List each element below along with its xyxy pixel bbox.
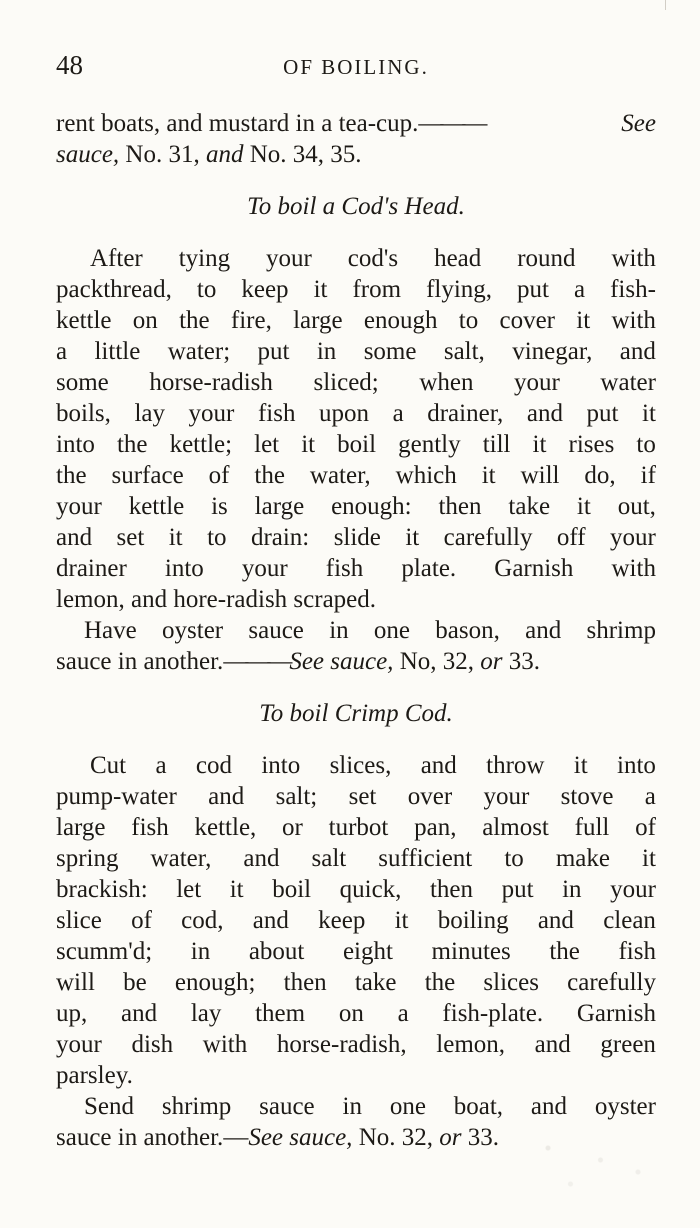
word: your (610, 524, 656, 551)
word: slide (333, 524, 381, 551)
word: kettle (128, 493, 185, 520)
paragraph-line (56, 905, 656, 936)
word: boiling (437, 907, 509, 934)
word: fish-plate. (442, 1000, 544, 1027)
word: put (586, 400, 619, 427)
word: slices (483, 969, 539, 996)
paragraph-line (56, 967, 656, 998)
word: it (576, 307, 591, 334)
word: and (526, 400, 563, 427)
word: drainer, (427, 400, 504, 427)
page-number: 48 (56, 50, 83, 80)
word: oyster (594, 1093, 656, 1120)
word: the (254, 462, 285, 489)
word: gently (398, 431, 461, 458)
word: on (338, 1000, 364, 1027)
paragraph-line (56, 750, 656, 781)
word: tying (178, 245, 231, 272)
word: large (254, 493, 305, 520)
cross-reference: See (621, 110, 656, 137)
word: with (611, 307, 656, 334)
word: it (576, 493, 591, 520)
word: about (248, 938, 305, 965)
word: up, (56, 1000, 88, 1027)
word: oyster (162, 617, 224, 644)
word: to (458, 307, 479, 334)
word: to (196, 276, 217, 303)
word: sauce (259, 1093, 315, 1120)
word: large (293, 307, 343, 334)
word: boil (337, 431, 377, 458)
word: cover (499, 307, 555, 334)
word: eight (342, 938, 393, 965)
word: the (424, 969, 456, 996)
word: be (123, 969, 147, 996)
word: your (56, 493, 102, 520)
word: the (179, 307, 210, 334)
word: into (56, 431, 95, 458)
word: and (56, 524, 93, 551)
word: and (530, 1093, 568, 1120)
word: fish (618, 938, 656, 965)
paragraph-line (56, 398, 656, 429)
paragraph-line (56, 615, 656, 646)
continuation-text: rent boats, and mustard in a tea-cup.——— (56, 110, 485, 137)
word: little (94, 338, 141, 365)
word: drain: (250, 524, 310, 551)
word: on (132, 307, 158, 334)
word: water (600, 369, 656, 396)
paragraph-line (56, 460, 656, 491)
word: round (517, 245, 576, 272)
word: rises (568, 431, 615, 458)
paragraph-line (56, 1029, 656, 1060)
word: the (549, 938, 580, 965)
paragraph-line (56, 781, 656, 812)
word: your (241, 555, 288, 582)
word: put (501, 876, 534, 903)
running-head (56, 50, 656, 84)
sauce-reference-line: sauce in another.—See sauce, No. 32, or 33. (56, 1124, 499, 1151)
word: and (534, 1031, 571, 1058)
word: and (537, 907, 574, 934)
word: it (642, 400, 656, 427)
paper-foxing (518, 1124, 668, 1204)
word: it (642, 845, 656, 872)
word: sufficient (378, 845, 473, 872)
paragraph-line (56, 243, 656, 274)
word: lay (134, 400, 165, 427)
paragraph-line (56, 429, 656, 460)
word: Have (84, 617, 137, 644)
word: drainer (56, 555, 127, 582)
word: shrimp (161, 1093, 232, 1120)
word: and (208, 783, 245, 810)
word: to (207, 524, 227, 551)
word: set (348, 783, 377, 810)
word: it (573, 752, 588, 779)
word: slices, (329, 752, 392, 779)
word: it (394, 907, 409, 934)
word: it (301, 431, 316, 458)
word: which (395, 462, 457, 489)
word: quick, (339, 876, 402, 903)
word: with (202, 1031, 248, 1058)
word: flying, (426, 276, 493, 303)
word: After (90, 245, 143, 272)
word: kettle, (194, 814, 257, 841)
word: brackish: (56, 876, 148, 903)
word: it (313, 276, 328, 303)
word: of (131, 907, 152, 934)
word: salt; (275, 783, 318, 810)
word: enough (363, 307, 438, 334)
word: some (363, 338, 417, 365)
word: cod, (181, 907, 224, 934)
word: horse-radish, (276, 1031, 407, 1058)
paragraph-line (56, 367, 656, 398)
paragraph-line (56, 553, 656, 584)
word: take (354, 969, 397, 996)
word: large (56, 814, 106, 841)
word: throw (486, 752, 545, 779)
running-title: OF BOILING. (283, 55, 429, 79)
word: upon (319, 400, 369, 427)
word: boat, (453, 1093, 504, 1120)
word: full (574, 814, 610, 841)
word: head (434, 245, 482, 272)
word: water; (167, 338, 231, 365)
word: pan, (414, 814, 457, 841)
word: will (520, 462, 560, 489)
word: and (619, 338, 656, 365)
paragraph-line (56, 491, 656, 522)
word: and (252, 907, 289, 934)
word: Garnish (494, 555, 574, 582)
paragraph-line (56, 998, 656, 1029)
paragraph-line (56, 522, 656, 553)
word: scumm'd; (56, 938, 153, 965)
word: from (352, 276, 402, 303)
paragraph-line (56, 1091, 656, 1122)
section-heading-crimp-cod: To boil Crimp Cod. (259, 700, 453, 727)
word: green (600, 1031, 656, 1058)
word: with (611, 245, 656, 272)
word: one (373, 617, 411, 644)
word: and (120, 1000, 158, 1027)
word: till (482, 431, 511, 458)
word: boils, (56, 400, 111, 427)
word: in (562, 876, 582, 903)
word: in (190, 938, 211, 965)
paragraph-line (56, 274, 656, 305)
word: a (397, 1000, 409, 1027)
word: bason, (435, 617, 500, 644)
word: sliced; (313, 369, 379, 396)
word: when (419, 369, 474, 396)
paragraph-line (56, 843, 656, 874)
word: carefully (567, 969, 656, 996)
word: your (514, 369, 560, 396)
word: horse-radish (149, 369, 273, 396)
word: let (254, 431, 280, 458)
word: let (176, 876, 202, 903)
word: enough: (331, 493, 412, 520)
word: fire, (230, 307, 272, 334)
word: in (316, 338, 337, 365)
paragraph-line (56, 812, 656, 843)
word: boil (272, 876, 312, 903)
word: stove (560, 783, 614, 810)
word: to (636, 431, 656, 458)
word: it (405, 524, 420, 551)
word: is (211, 493, 228, 520)
word: it (168, 524, 183, 551)
word: vinegar, (512, 338, 593, 365)
word: carefully (443, 524, 533, 551)
word: keep (318, 907, 366, 934)
word: your (610, 876, 656, 903)
word: one (389, 1093, 426, 1120)
paragraph-line (56, 874, 656, 905)
word: the (56, 462, 87, 489)
word: in (329, 617, 349, 644)
word: your (266, 245, 312, 272)
word: your (56, 1031, 102, 1058)
word: into (261, 752, 301, 779)
word: put (517, 276, 549, 303)
word: plate. (401, 555, 457, 582)
word: and (420, 752, 457, 779)
paragraph-line: lemon, and hore-radish scraped. (56, 586, 377, 613)
word: a (56, 338, 68, 365)
word: Garnish (576, 1000, 656, 1027)
word: and (525, 617, 562, 644)
word: sauce (248, 617, 304, 644)
word: into (164, 555, 204, 582)
word: spring (56, 845, 119, 872)
word: a (392, 400, 404, 427)
page-body (56, 108, 656, 1153)
word: put (257, 338, 290, 365)
word: into (617, 752, 656, 779)
paragraph-line (56, 305, 656, 336)
word: salt, (443, 338, 485, 365)
word: it (481, 462, 496, 489)
word: off (556, 524, 586, 551)
word: your (188, 400, 235, 427)
word: a (644, 783, 656, 810)
word: surface (111, 462, 184, 489)
word: then (283, 969, 327, 996)
word: lemon, (436, 1031, 506, 1058)
word: lay (190, 1000, 222, 1027)
word: turbot (328, 814, 389, 841)
word: if (640, 462, 656, 489)
word: some (56, 369, 109, 396)
word: do, (584, 462, 616, 489)
word: almost (482, 814, 549, 841)
continuation-line-1 (56, 108, 656, 139)
word: kettle; (169, 431, 233, 458)
word: out, (617, 493, 656, 520)
paragraph-line: parsley. (56, 1062, 133, 1089)
word: a (574, 276, 586, 303)
word: or (282, 814, 303, 841)
word: fish (257, 400, 296, 427)
word: cod's (347, 245, 399, 272)
word: to (504, 845, 524, 872)
word: cod (195, 752, 232, 779)
word: water, (150, 845, 212, 872)
word: in (342, 1093, 362, 1120)
word: salt (311, 845, 347, 872)
word: slice (56, 907, 102, 934)
word: then (438, 493, 482, 520)
word: with (611, 555, 656, 582)
word: dish (131, 1031, 174, 1058)
word: will (56, 969, 95, 996)
word: it (532, 431, 547, 458)
sauce-reference-line: sauce in another.———See sauce, No, 32, or 33. (56, 648, 540, 675)
word: minutes (431, 938, 511, 965)
page-edge-mark (665, 0, 666, 10)
word: of (635, 814, 656, 841)
word: the (116, 431, 148, 458)
word: kettle (56, 307, 112, 334)
word: set (116, 524, 145, 551)
word: water, (309, 462, 371, 489)
word: over (407, 783, 453, 810)
word: fish- (610, 276, 656, 303)
word: a (155, 752, 167, 779)
continuation-line-2: sauce, No. 31, and No. 34, 35. (56, 141, 362, 168)
word: of (208, 462, 230, 489)
word: them (255, 1000, 306, 1027)
word: keep (241, 276, 289, 303)
word: clean (603, 907, 656, 934)
word: and (243, 845, 280, 872)
word: enough; (174, 969, 256, 996)
word: Send (84, 1093, 134, 1120)
word: fish (131, 814, 169, 841)
word: make (555, 845, 610, 872)
word: Cut (90, 752, 127, 779)
word: then (429, 876, 474, 903)
word: take (508, 493, 551, 520)
paragraph-line (56, 936, 656, 967)
paragraph-line (56, 336, 656, 367)
word: pump-water (56, 783, 177, 810)
word: shrimp (586, 617, 656, 644)
word: packthread, (56, 276, 172, 303)
word: your (483, 783, 530, 810)
section-heading-cods-head: To boil a Cod's Head. (247, 193, 465, 220)
word: fish (325, 555, 364, 582)
word: it (229, 876, 244, 903)
